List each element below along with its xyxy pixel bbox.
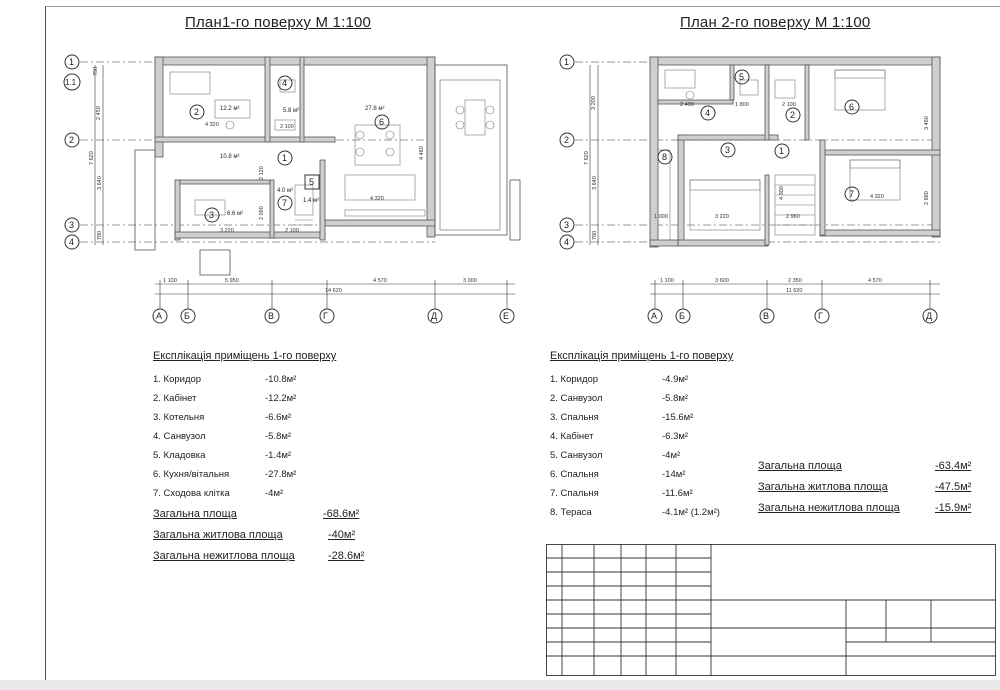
- plan1-room-3-number: 3: [209, 210, 215, 220]
- plan1-axis-1-1: 1.1: [65, 78, 77, 87]
- plan2-inner-dim-6: 1 000: [654, 214, 668, 220]
- explication-1-total: Загальна площа -68.6м²: [153, 508, 360, 520]
- plan2-dim-bottom-3: 2 350: [788, 278, 802, 284]
- plan2-axis-2: 2: [564, 135, 570, 145]
- plan1-room-5-number: 5: [309, 177, 315, 187]
- explication-1-living: Загальна житлова площа -40м²: [153, 529, 356, 541]
- plan1-inner-dim-4: 2 100: [285, 228, 299, 234]
- plan2-dim-total: 11 620: [786, 288, 803, 294]
- plan2-room-8-number: 8: [662, 152, 668, 162]
- plan1-inner-dim-2: 2 100: [280, 124, 294, 130]
- plan2-dim-left-2: 7 620: [584, 151, 590, 165]
- explication-2-living: Загальна житлова площа -47.5м²: [758, 481, 972, 493]
- plan1-room-4-number: 4: [282, 78, 288, 88]
- plan1-axis-e: Е: [503, 311, 510, 321]
- plan1-axis-d: Д: [431, 311, 438, 321]
- plan2-axis-b: Б: [679, 311, 685, 321]
- plan1-dim-left-5: 780: [97, 230, 103, 240]
- explication-1-title: Експлікація приміщень 1-го поверху: [153, 350, 337, 362]
- plan1-axis-1: 1: [69, 57, 75, 67]
- plan1-room-4-area: 5.8 м²: [283, 108, 300, 114]
- plan1-axis-g: Г: [323, 311, 328, 321]
- explication-1-nonliving: Загальна нежитлова площа -28.6м²: [153, 550, 365, 562]
- plan2-title: План 2-го поверху М 1:100: [680, 14, 871, 31]
- title-block-stamp: [546, 544, 996, 676]
- explication-2-total: Загальна площа -63.4м²: [758, 460, 972, 472]
- plan2-room-3-number: 3: [725, 145, 731, 155]
- explication-2-title: Експлікація приміщень 1-го поверху: [550, 350, 734, 362]
- plan1-axis-3: 3: [69, 220, 75, 230]
- plan2-inner-dim-10: 4 300: [779, 186, 785, 200]
- plan2-axis-4: 4: [564, 237, 570, 247]
- plan2-dim-left-4: 780: [592, 230, 598, 240]
- plan2-axis-v: В: [763, 311, 770, 321]
- plan1-dim-bottom-4: 3 000: [463, 278, 477, 284]
- plan2-inner-dim-3: 2 100: [782, 102, 796, 108]
- plan1-room-6-area: 27.8 м²: [365, 106, 385, 112]
- plan1-inner-dim-8: 4 460: [419, 146, 425, 160]
- plan1-inner-dim-6: 2 120: [259, 166, 265, 180]
- plan1-room-2-area: 12.2 м²: [220, 106, 240, 112]
- plan1-room-6-number: 6: [379, 117, 385, 127]
- plan1-room-2-number: 2: [194, 107, 200, 117]
- plan2-dim-bottom-1: 1 100: [660, 278, 674, 284]
- plan1-room-7-area: 4.0 м²: [277, 188, 294, 194]
- plan1-dim-left-3: 7 620: [89, 151, 95, 165]
- plan1-dim-bottom-3: 4 570: [373, 278, 387, 284]
- plan2-room-7-number: 7: [849, 189, 855, 199]
- plan1-axis-a: А: [156, 311, 163, 321]
- plan1-room-1-number: 1: [282, 153, 288, 163]
- plan2-inner-dim-9: 2 880: [924, 191, 930, 205]
- plan1-dimensions: [89, 67, 477, 294]
- plan2-inner-dim-7: 2 960: [786, 214, 800, 220]
- plan2-dim-left-1: 3 200: [591, 96, 597, 110]
- plan1-inner-dim-7: 2 090: [259, 206, 265, 220]
- plan2-dim-bottom-4: 4 570: [868, 278, 882, 284]
- plan1-dim-bottom-1: 1 100: [163, 278, 177, 284]
- plan2-axis-g: Г: [818, 311, 823, 321]
- plan2-axis-a: А: [651, 311, 658, 321]
- plan1-dim-left-4: 3 640: [97, 176, 103, 190]
- plan1-room-7-number: 7: [282, 198, 288, 208]
- plan2-inner-dim-8: 3 460: [924, 116, 930, 130]
- plan1-room-5-area: 1.4 м²: [303, 198, 320, 204]
- plan1-dim-bottom-2: 5 950: [225, 278, 239, 284]
- plan1-inner-dim-3: 3 220: [220, 228, 234, 234]
- plan1-dim-left-1: 750: [93, 66, 99, 76]
- plan2-room-5-number: 5: [739, 72, 745, 82]
- drawing-sheet: План1-го поверху М 1:100 План 2-го поверху М 1:100 2 12.2 м² 1 10.8 м² 3 6.6 м² 4 5.8 м² 5 1.4 м² 6 27.8 м² 7 4.0 м² 1 1.1 2 3 4 А Б В Г Д Е 1 100 5 950 4 570 3 000 14 620 750 2 450 7 620 3 640 780 4 320 2 100 3 220 2 100 4 320 2 120 2 090 4 460 1 2 3 4 5 6 7 8 1 2 3 4 А Б В Г Д 1 100 3 600 2 350 4 570 11 620 3 200 7 620 3 640 780 2 400 1 800 2 100 3 220 4 320 1 000 2 960 3 460 2 880 4 300 Експлікація приміщень 1-го поверху 1. Коридор -10.8м² 2. Кабінет -12.2м² 3. Котельня -6.6м² 4. Санвузол -5.8м² 5. Кладовка -1.4м² 6. Кухня/вітальня -27.8м² 7. Сходова клітка -4м² Загальна площа -68.6м² Загальна житлова площа -40м² Загальна нежитлова площа -28.6м² Експлікація приміщень 1-го поверху 1. Коридор -4.9м² 2. Санвузол -5.8м² 3. Спальня -15.6м² 4. Кабінет -6.3м² 5. Санвузол -4м² 6. Спальня -14м² 7. Спальня -11.6м² 8. Тераса -4.1м² (1.2м²) Загальна площа -63.4м² Загальна житлова площа -47.5м² Загальна нежитлова площа -15.9м²: [0, 0, 1000, 690]
- plan1-inner-dim-1: 4 320: [205, 122, 219, 128]
- plan1-dim-total: 14 620: [325, 288, 342, 294]
- plan2-floor-plan: [550, 40, 990, 330]
- plan2-inner-dim-1: 2 400: [680, 102, 694, 108]
- plan1-axis-b: Б: [184, 311, 190, 321]
- plan1-axis-4: 4: [69, 237, 75, 247]
- plan2-inner-dim-2: 1 800: [735, 102, 749, 108]
- plan1-title: План1-го поверху М 1:100: [185, 14, 372, 31]
- plan1-axis-2: 2: [69, 135, 75, 145]
- plan1-room-3-area: 6.6 м²: [227, 211, 244, 217]
- plan2-room-6-number: 6: [849, 102, 855, 112]
- plan2-dim-bottom-2: 3 600: [715, 278, 729, 284]
- plan2-axis-3: 3: [564, 220, 570, 230]
- plan1-floor-plan: [55, 40, 535, 330]
- page-bottom-strip: [0, 680, 1000, 690]
- explication-2-nonliving: Загальна нежитлова площа -15.9м²: [758, 502, 972, 514]
- plan2-axis-d: Д: [926, 311, 933, 321]
- plan2-inner-dim-4: 3 220: [715, 214, 729, 220]
- plan1-room-1-area: 10.8 м²: [220, 154, 240, 160]
- plan2-room-4-number: 4: [705, 108, 711, 118]
- plan2-room-2-number: 2: [790, 110, 796, 120]
- plan2-axis-1: 1: [564, 57, 570, 67]
- plan1-inner-dim-5: 4 320: [370, 196, 384, 202]
- plan2-dimensions: [584, 96, 930, 294]
- plan2-inner-dim-5: 4 320: [870, 194, 884, 200]
- plan2-dim-left-3: 3 640: [592, 176, 598, 190]
- plan2-room-1-number: 1: [779, 146, 785, 156]
- plan1-axis-v: В: [268, 311, 275, 321]
- plan1-dim-left-2: 2 450: [96, 106, 102, 120]
